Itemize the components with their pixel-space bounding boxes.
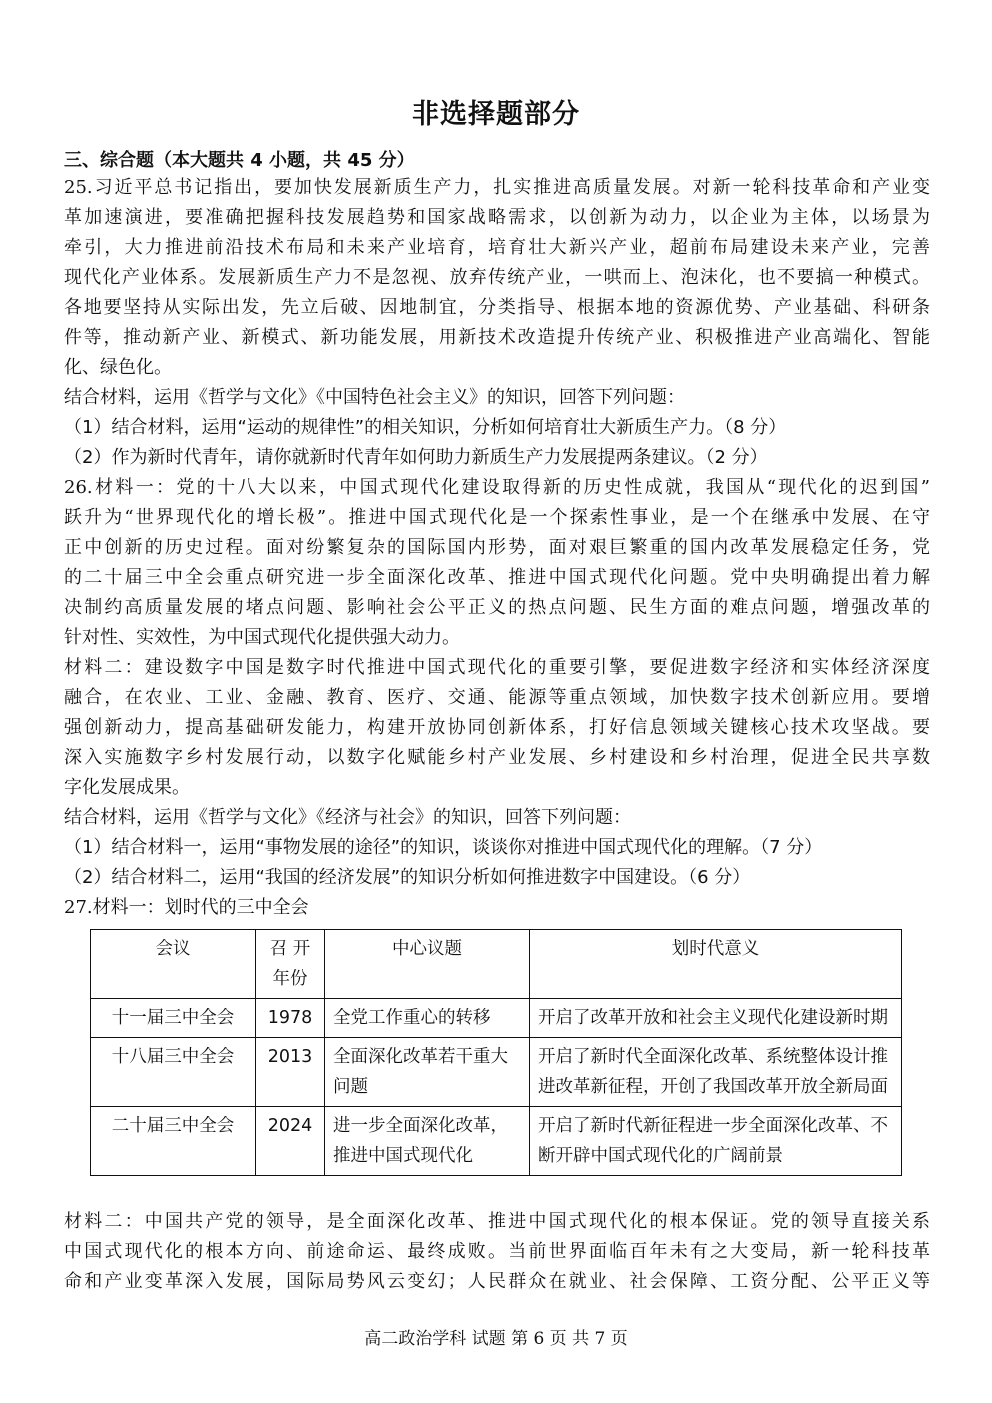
text-line: 正中创新的历史过程。面对纷繁复杂的国际国内形势，面对艰巨繁重的国内改革发展稳定任务，党 [64,537,930,558]
text-line: 现代化产业体系。发展新质生产力不是忽视、放弃传统产业，一哄而上、泡沫化，也不要搞一种模式。 [64,267,930,288]
text-line: 针对性、实效性，为中国式现代化提供强大动力。 [64,627,460,648]
table-header: 召 开年份 [256,930,325,999]
table-row [91,1107,902,1176]
table-cell: 开启了新时代新征程进一步全面深化改革、不断开辟中国式现代化的广阔前景 [530,1107,902,1176]
material-two-block [64,1207,930,1297]
table-cell: 2013 [256,1038,325,1107]
table-row [91,1038,902,1107]
questions-block [64,173,930,923]
sub-question: （2）作为新时代青年，请你就新时代青年如何助力新质生产力发展提两条建议。（2 分） [64,447,768,468]
section-heading: 三、综合题（本大题共 4 小题，共 45 分） [64,150,415,171]
text-line: 26.材料一：党的十八大以来，中国式现代化建设取得新的历史性成就，我国从“现代化的迟到国” [64,477,930,498]
text-line: 牵引，大力推进前沿技术布局和未来产业培育，培育壮大新兴产业，超前布局建设未来产业，完善 [64,237,930,258]
text-line: 各地要坚持从实际出发，先立后破、因地制宜，分类指导、根据本地的资源优势、产业基础、科研条 [64,297,930,318]
meetings-table [90,929,902,1176]
table-cell: 全面深化改革若干重大问题 [325,1038,530,1107]
page-title: 非选择题部分 [412,99,580,130]
text-line: 的二十届三中全会重点研究进一步全面深化改革、推进中国式现代化问题。党中央明确提出着力解 [64,567,930,588]
text-line: 决制约高质量发展的堵点问题、影响社会公平正义的热点问题、民生方面的难点问题，增强改革的 [64,597,930,618]
sub-question: （1）结合材料，运用“运动的规律性”的相关知识，分析如何培育壮大新质生产力。（8 分） [64,417,787,438]
question-prompt: 结合材料，运用《哲学与文化》《中国特色社会主义》的知识，回答下列问题： [64,387,685,408]
text-line: 深入实施数字乡村发展行动，以数字化赋能乡村产业发展、乡村建设和乡村治理，促进全民共享数 [64,747,930,768]
text-line: 材料二：建设数字中国是数字时代推进中国式现代化的重要引擎，要促进数字经济和实体经济深度 [64,657,930,678]
text-line: 革加速演进，要准确把握科技发展趋势和国家战略需求，以创新为动力，以企业为主体，以场景为 [64,207,930,228]
table-cell: 二十届三中全会 [91,1107,256,1176]
table-cell: 2024 [256,1107,325,1176]
table-cell: 进一步全面深化改革，推进中国式现代化 [325,1107,530,1176]
text-line: 化、绿色化。 [64,357,172,378]
text-line: 材料二：中国共产党的领导，是全面深化改革、推进中国式现代化的根本保证。党的领导直接关系 [64,1211,930,1232]
table-cell: 全党工作重心的转移 [325,999,530,1038]
table-header: 划时代意义 [530,930,902,999]
text-line: 中国式现代化的根本方向、前途命运、最终成败。当前世界面临百年未有之大变局，新一轮科技革 [64,1241,930,1262]
text-line: 件等，推动新产业、新模式、新功能发展，用新技术改造提升传统产业、积极推进产业高端化、智能 [64,327,930,348]
text-line: 融合，在农业、工业、金融、教育、医疗、交通、能源等重点领域，加快数字技术创新应用。要增 [64,687,930,708]
sub-question: （1）结合材料一，运用“事物发展的途径”的知识，谈谈你对推进中国式现代化的理解。（7 分） [64,837,823,858]
table-cell: 1978 [256,999,325,1038]
table-header-row [91,930,902,999]
text-line: 27.材料一：划时代的三中全会 [64,897,309,918]
sub-question: （2）结合材料二，运用“我国的经济发展”的知识分析如何推进数字中国建设。（6 分） [64,867,751,888]
text-line: 跃升为“世界现代化的增长极”。推进中国式现代化是一个探索性事业，是一个在继承中发展、在守 [64,507,930,528]
table-cell: 十一届三中全会 [91,999,256,1038]
question-prompt: 结合材料，运用《哲学与文化》《经济与社会》的知识，回答下列问题： [64,807,631,828]
table-cell: 开启了新时代全面深化改革、系统整体设计推进改革新征程，开创了我国改革开放全新局面 [530,1038,902,1107]
table-cell: 十八届三中全会 [91,1038,256,1107]
table-row [91,999,902,1038]
table-cell: 开启了改革开放和社会主义现代化建设新时期 [530,999,902,1038]
text-line: 强创新动力，提高基础研发能力，构建开放协同创新体系，打好信息领域关键核心技术攻坚战。要 [64,717,930,738]
text-line: 25.习近平总书记指出，要加快发展新质生产力，扎实推进高质量发展。对新一轮科技革命和产业变 [64,177,930,198]
text-line: 命和产业变革深入发展，国际局势风云变幻；人民群众在就业、社会保障、工资分配、公平正义等 [64,1271,930,1292]
page-footer: 高二政治学科 试题 第 6 页 共 7 页 [364,1329,628,1349]
text-line: 字化发展成果。 [64,777,190,798]
table-header: 会议 [91,930,256,999]
table-header: 中心议题 [325,930,530,999]
